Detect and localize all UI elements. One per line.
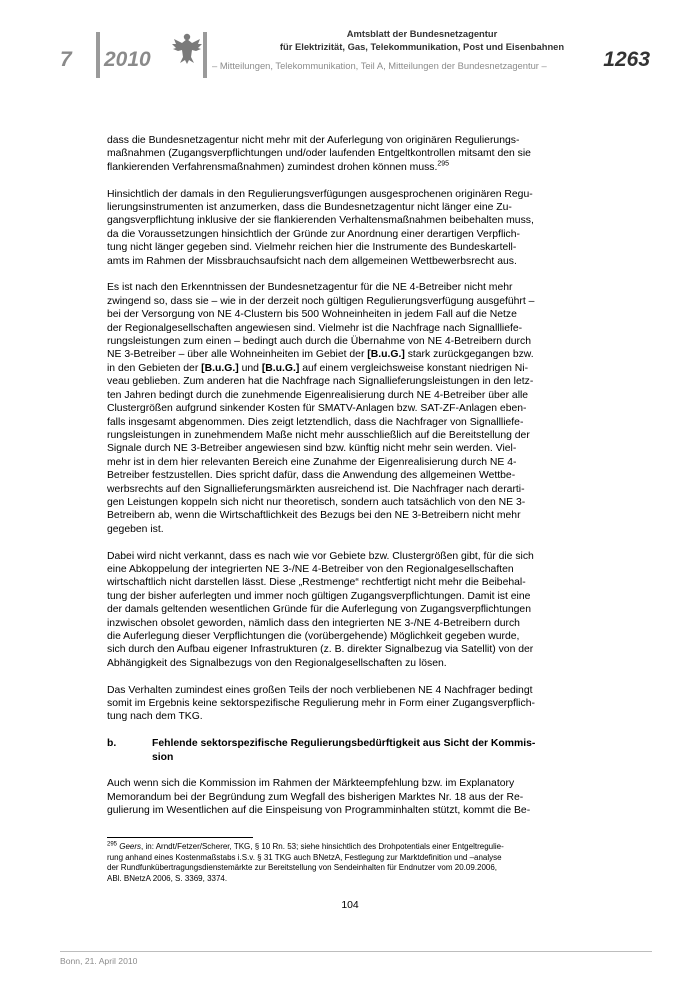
gazette-subtitle: für Elektrizität, Gas, Telekommunikation, Post und Eisenbahnen bbox=[279, 41, 565, 52]
text-line: wirtschaftlich nicht darstellen lässt. Diese „Restmenge“ rechtfertigt nicht mehr die Beibehal- bbox=[107, 577, 526, 589]
page-number: 104 bbox=[341, 900, 359, 911]
header-divider bbox=[96, 32, 100, 78]
text-line: sich durch den Aufbau eigener Infrastrukturen (z. B. direkter Signalbezug via Satellit) von der bbox=[107, 644, 534, 656]
document-body bbox=[107, 134, 593, 831]
footer-date: Bonn, 21. April 2010 bbox=[60, 956, 138, 966]
paragraph-5 bbox=[107, 684, 593, 724]
text-run: Es ist nach den Erkenntnissen der Bundesnetzagentur für die NE 4-Betreiber nicht mehr zwingend so, dass sie – wie in der derzeit noch gültigen Regulierungsverfügung ausgeführt – bei der Versorgung von NE 4-Clustern bis 500 Wohneinheiten in jedem Fall auf die Netze der Regionalgesellschaften angewiesen sind. Vielmehr ist die Nachfrage nach Signallliefe- rungsleistungen zum einen – bedingt auch durch die Übernahme von NE 4-Betreibern durch NE 3-Betreiber – über alle Wohneinheiten im Gebiet der bbox=[107, 282, 535, 361]
heading-text bbox=[152, 737, 593, 764]
text-line: amts im Rahmen der Missbrauchsaufsicht nach dem allgemeinen Wettbewerbsrecht aus. bbox=[107, 255, 517, 267]
text-line: dass die Bundesnetzagentur nicht mehr mit der Auferlegung von originären Regulierungs- bbox=[107, 135, 520, 146]
paragraph-3 bbox=[107, 281, 593, 536]
footnote-ref[interactable]: 295 bbox=[437, 160, 450, 168]
text-line: Abhängigkeit des Signalbezugs von den Regionalgesellschaften zu lösen. bbox=[107, 657, 447, 669]
text-line: maßnahmen (Zugangsverpflichtungen und/oder laufenden Entgeltkontrollen mitsamt den sie bbox=[107, 148, 531, 160]
text-line: Dabei wird nicht verkannt, dass es nach wie vor Gebiete bzw. Clustergrößen gibt, für die sich bbox=[107, 550, 534, 562]
footnote-separator bbox=[107, 837, 253, 838]
text-line: Memorandum bei der Begründung zum Wegfall des bisherigen Marktes Nr. 18 aus der Re- bbox=[107, 791, 524, 803]
text-line: tung der bisher auferlegten und immer noch gültigen Zugangsverpflichtungen. Damit ist eine bbox=[107, 590, 531, 602]
text-line: gulierung im Wesentlichen auf die Einspeisung von Programminhalten stützt, kommt die Be- bbox=[107, 805, 531, 817]
text-line: gangsverpflichtung inklusive der sie flankierenden Verhaltensmaßnahmen beibehalten muss, bbox=[107, 215, 534, 227]
heading-line: sion bbox=[152, 751, 174, 763]
footnote-number: 295 bbox=[107, 841, 118, 848]
text-line: lierungsinstrumenten ist anzumerken, dass die Bundesnetzagentur nicht länger eine Zu- bbox=[107, 202, 512, 214]
text-line: Auch wenn sich die Kommission im Rahmen der Märkteempfehlung bzw. im Explanatory bbox=[107, 778, 515, 790]
text-line: Hinsichtlich der damals in den Regulierungsverfügungen ausgesprochenen originären Regu- bbox=[107, 188, 533, 200]
gazette-title: Amtsblatt der Bundesnetzagentur bbox=[346, 28, 498, 39]
section-heading bbox=[107, 737, 593, 764]
issue-year: 2010 bbox=[104, 48, 151, 71]
text-run: und bbox=[238, 362, 262, 374]
heading-line: Fehlende sektorspezifische Regulierungsbedürftigkeit aus Sicht der Kommis- bbox=[152, 738, 536, 750]
redaction-marker: [B.u.G.] bbox=[201, 362, 239, 374]
gazette-page-number: 1263 bbox=[603, 48, 650, 71]
section-subtitle: – Mitteilungen, Telekommunikation, Teil A, Mitteilungen der Bundesnetzagentur – bbox=[212, 60, 547, 71]
paragraph-4 bbox=[107, 550, 593, 671]
footnote bbox=[107, 842, 587, 884]
header-divider-right bbox=[203, 32, 207, 78]
text-line: da die Voraussetzungen hinsichtlich der Gründe zur Anordnung einer derartigen Verpflich- bbox=[107, 228, 520, 240]
text-line: Das Verhalten zumindest eines großen Teils der noch verbliebenen NE 4 Nachfrager bedingt bbox=[107, 684, 533, 696]
text-line: die Auferlegung dieser Verpflichtungen die (vorübergehende) Möglichkeit gegeben wurde, bbox=[107, 630, 520, 642]
paragraph-6 bbox=[107, 777, 593, 817]
text-run: auf einem vergleichsweise konstant niedrigen Ni- veau geblieben. Zum anderen hat die Nachfrage nach Signallieferungsleistungen in den letz- ten Jahren bedingt durch die zunehmende Eigenrealisierung durch NE 4-Betreiber über alle Clustergrößen aufgrund sinkender Kosten für SMATV-Anlagen bzw. SAT-ZF-Anlagen eben- falls insgesamt abgenommen. Dies zeigt letztendlich, dass die Nachfrager von Signallliefe- rungsleistungen in zunehmendem Maße nicht mehr ausschließlich auf die Bereitstellung der Signale durch NE 3-Betreiber angewiesen sind bzw. künftig nicht mehr sein werden. Viel- mehr ist in dem hier relevanten Bereich eine Zunahme der Eigenrealisierung durch NE 4- Betreiber festzustellen. Dies spricht dafür, dass die Anwendung des allgemeinen Wettbe- werbsrechts auf den Signallieferungsmärkten ausreichend ist. Die Nachfrager nach derarti- gen Leistungen koppeln sich nicht nur theoretisch, sondern auch tatsächlich von den NE 3- Betreibern ab, wenn die Wirtschaftlichkeit des Bezugs bei den NE 3-Betreibern nicht mehr gegeben ist. bbox=[107, 362, 534, 535]
federal-eagle-icon bbox=[168, 30, 206, 68]
redaction-marker: [B.u.G.] bbox=[261, 362, 300, 374]
text-line: inzwischen obsolet geworden, nämlich dass den integrierten NE 3-/NE 4-Betreibern durch bbox=[107, 617, 520, 629]
footer-divider bbox=[60, 951, 652, 952]
footnote-author: Geers bbox=[119, 842, 142, 851]
heading-label: b. bbox=[107, 738, 117, 750]
issue-number: 7 bbox=[60, 48, 72, 71]
paragraph-1 bbox=[107, 134, 593, 174]
text-run: stark zurückgegangen bzw. in den Gebieten der bbox=[107, 349, 534, 374]
text-line: somit im Ergebnis keine sektorspezifische Regulierung mehr in Form einer Zugangsverpflich- bbox=[107, 698, 535, 709]
paragraph-2 bbox=[107, 188, 593, 268]
redaction-marker: [B.u.G.] bbox=[367, 349, 405, 361]
text-line: tung nicht länger gegeben sind. Vielmehr reichen hier die Instrumente des Bundeskartell- bbox=[107, 242, 517, 254]
text-line: der damals geltenden wesentlichen Gründe für die Auferlegung von Zugangsverpflichtungen bbox=[107, 604, 531, 616]
text-line: eine Abkoppelung der integrierten NE 3-/NE 4-Betreiber von den Regionalgesellschaften bbox=[107, 563, 514, 575]
text-line: tung nach dem TKG. bbox=[107, 711, 203, 723]
text-line: flankierenden Verfahrensmaßnahmen) zumindest drohen können muss. bbox=[107, 161, 438, 173]
footnote-text: , in: Arndt/Fetzer/Scherer, TKG, § 10 Rn. 53; siehe hinsichtlich des Drohpotentials einer Entgeltregulie- rung anhand eines Kostenmaßstabs i.S.v. § 31 TKG auch BNetzA, Festlegung zur Marktdefinition und –analyse der Rundfunkübertragungsdienstemärkte zur Bereitstellung von Sendeinhalten für Endnutzer vom 20.09.2006, ABl. BNetzA 2006, S. 3369, 3374. bbox=[107, 842, 504, 883]
